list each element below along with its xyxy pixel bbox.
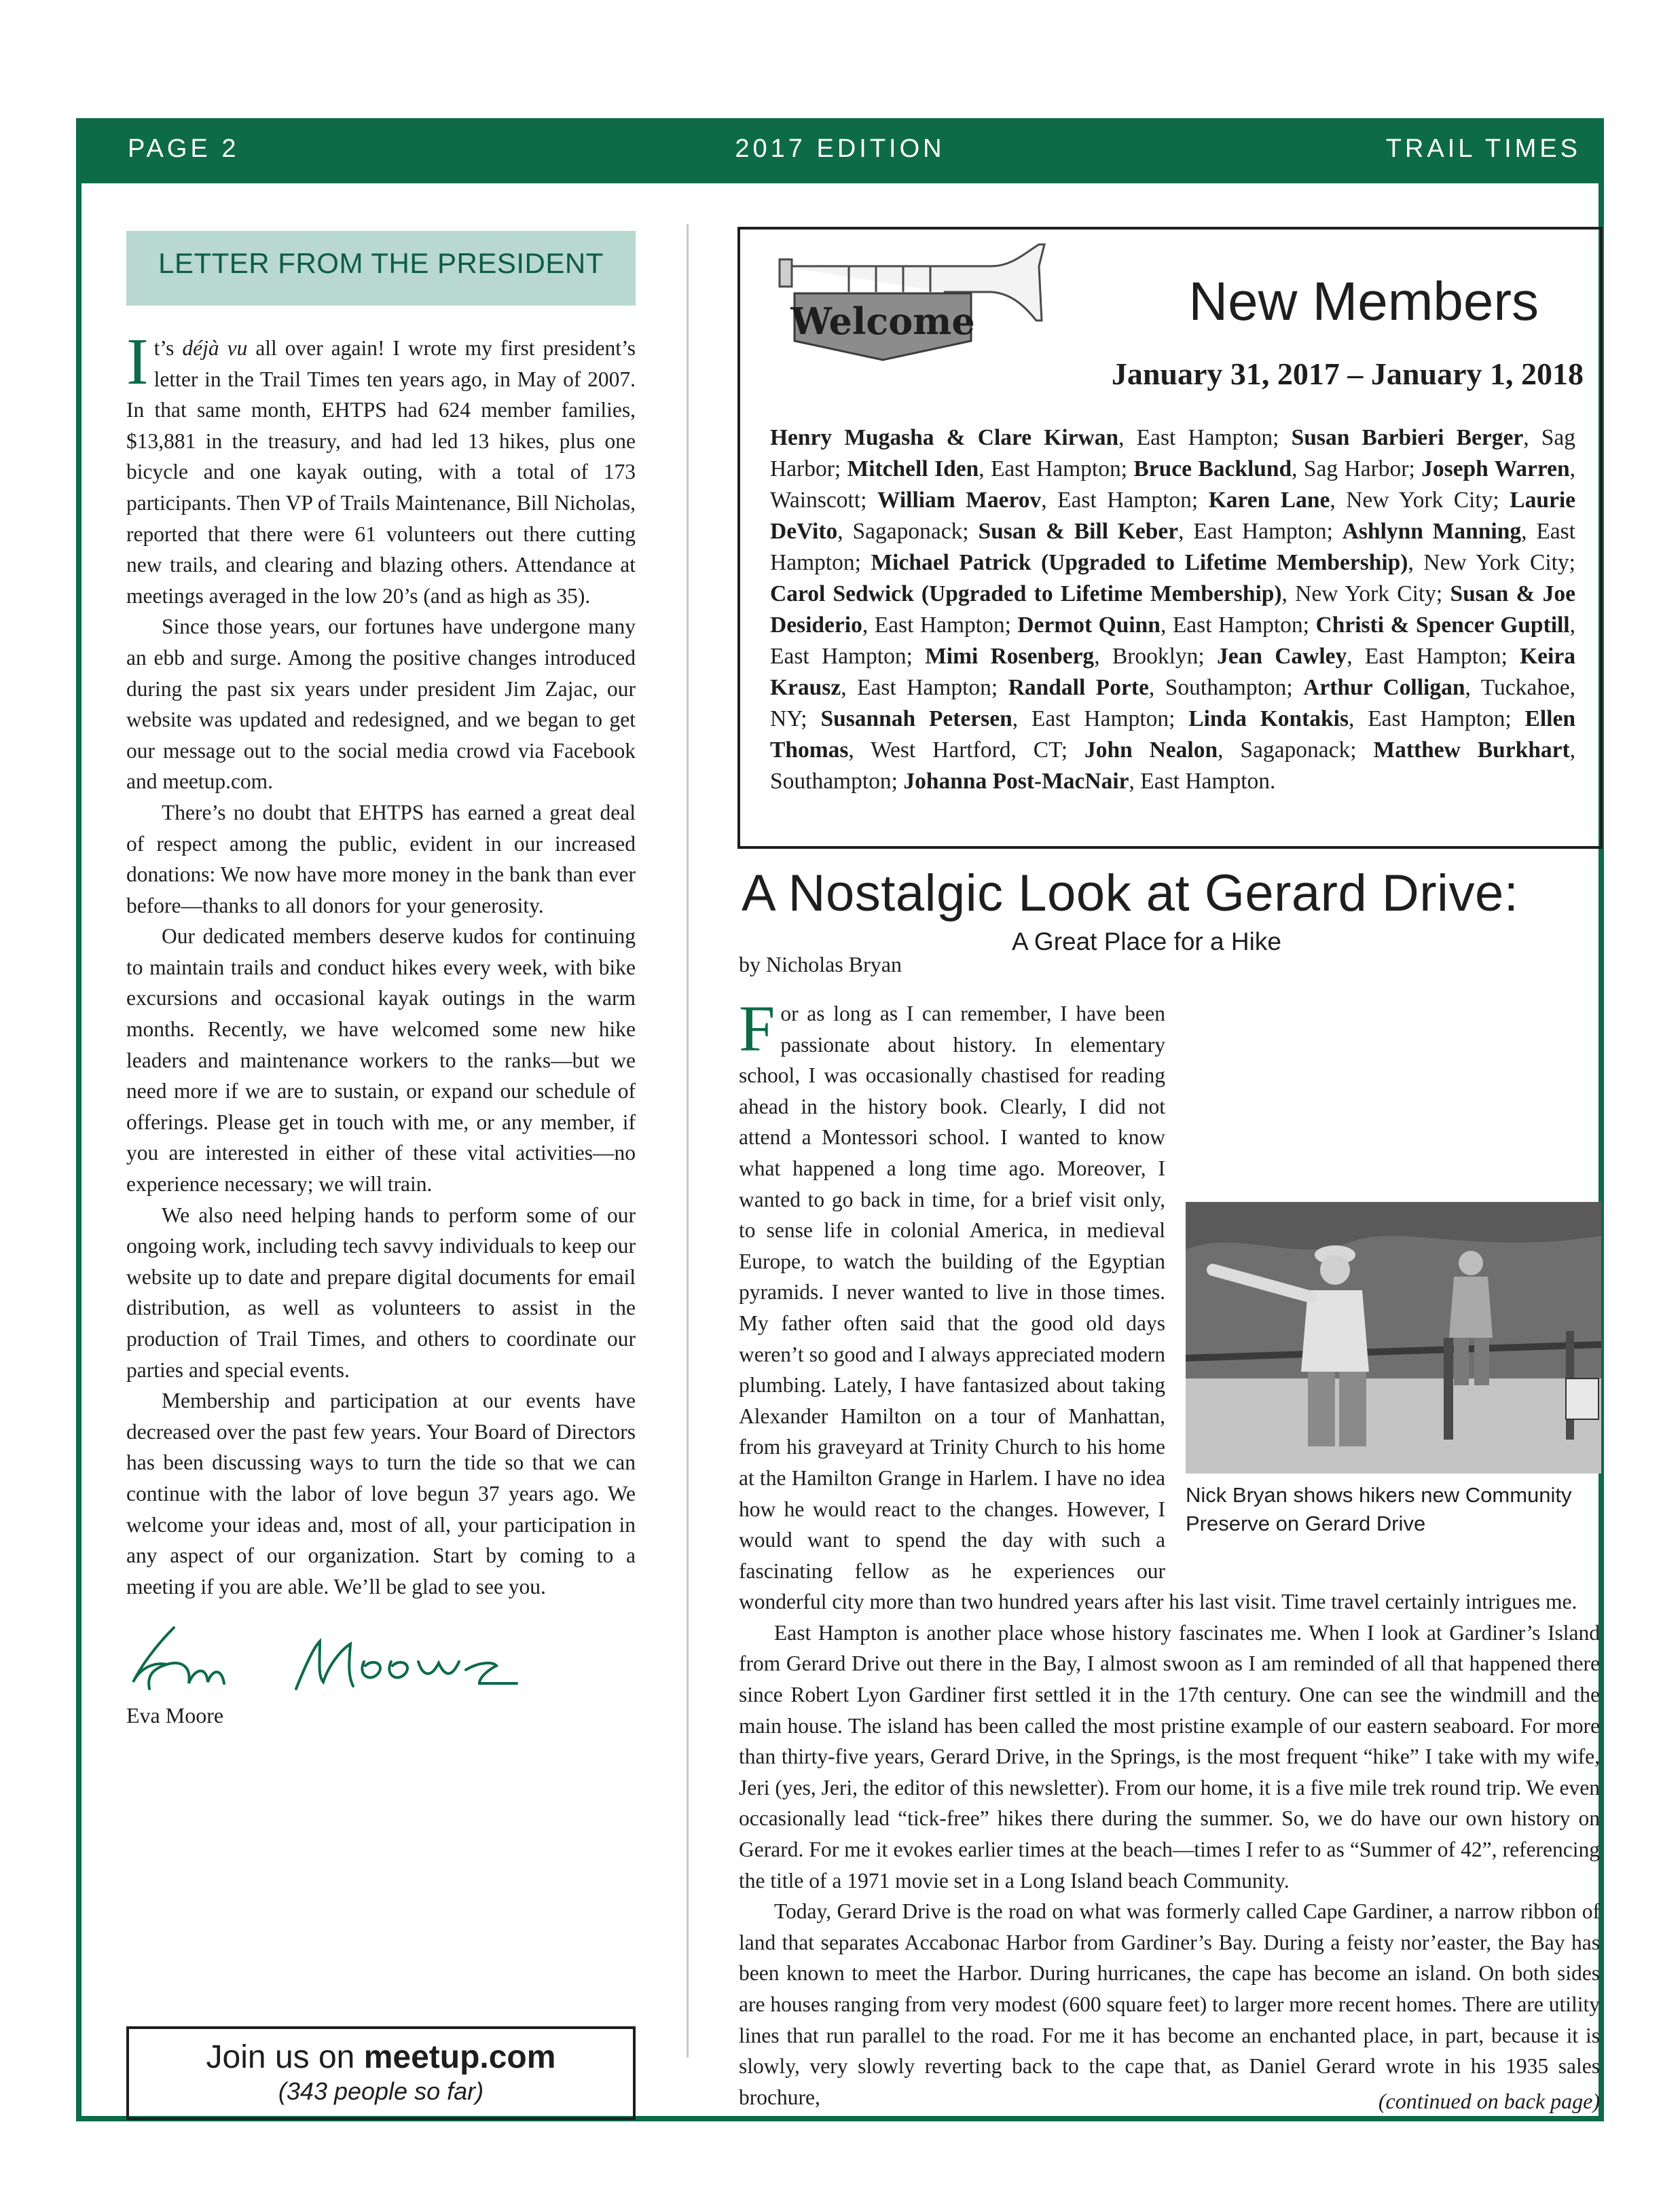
signer-name: Eva Moore	[126, 1703, 224, 1728]
member-location: , Tuckahoe, NY;	[770, 675, 1575, 731]
member-location: , East Hampton;	[1349, 706, 1525, 731]
member-name: Randall Porte	[1008, 675, 1149, 700]
member-name: Michael Patrick (Upgraded to Lifetime Membership)	[871, 550, 1408, 575]
member-location: , East Hampton;	[1178, 519, 1343, 544]
member-name: Johanna Post-MacNair	[903, 769, 1129, 794]
letter-paragraph: We also need helping hands to perform some of our ongoing work, including tech savvy individuals to keep our website up to date and prepare digital documents for email distribution, as well as volunteers to assist in the production of Trail Times, and others to coordinate our parties and special events.	[126, 1203, 636, 1382]
member-name: Carol Sedwick (Upgraded to Lifetime Membership)	[770, 581, 1282, 606]
article-title: A Nostalgic Look at Gerard Drive:	[742, 864, 1519, 922]
member-location: , East Hampton;	[841, 675, 1008, 700]
member-location: , Wainscott;	[770, 456, 1575, 513]
member-location: , Brooklyn;	[1094, 644, 1217, 669]
member-name: Susannah Petersen	[820, 706, 1012, 731]
new-members-title: New Members	[1188, 271, 1539, 331]
article-paragraph: Today, Gerard Drive is the road on what was formerly called Cape Gardiner, a narrow ribbon of land that separates Accabonac Harbor from Gardiner’s Bay. During a feisty nor’easter, the Bay has been known to meet the Harbor. During hurricanes, the cape has become an island. On both sides are houses ranging from very modest (600 square feet) to larger more recent homes. There are utility lines that run parallel to the road. For me it has become an enchanted place, in part, because it is slowly, very slowly reverting back to the cape that, as Daniel Gerard wrote in his 1935 sales brochure,	[739, 1899, 1600, 2109]
article-byline: by Nicholas Bryan	[739, 952, 902, 976]
edition-label: 2017 EDITION	[735, 134, 945, 163]
article-photo-figure	[1186, 1202, 1601, 1538]
meetup-count: (343 people so far)	[278, 2077, 484, 2105]
member-name: Laurie DeVito	[770, 488, 1575, 544]
member-location: , East Hampton;	[979, 456, 1134, 481]
publication-name: TRAIL TIMES	[1385, 134, 1581, 163]
member-name: Dermot Quinn	[1017, 613, 1161, 638]
article-body	[739, 992, 1600, 2113]
member-name: John Nealon	[1084, 737, 1218, 763]
member-name: Ashlynn Manning	[1342, 519, 1522, 544]
member-location: , Southampton;	[770, 737, 1575, 794]
member-name: Jean Cawley	[1216, 644, 1347, 669]
column-divider	[687, 224, 689, 2058]
meetup-line: Join us on meetup.com	[206, 2039, 556, 2075]
member-name: Ellen Thomas	[770, 706, 1575, 763]
page-header-bar	[76, 118, 1604, 183]
member-name: Christi & Spencer Guptill	[1315, 613, 1570, 638]
member-name: Arthur Colligan	[1303, 675, 1465, 700]
article-paragraph: East Hampton is another place whose history fascinates me. When I look at Gardiner’s Island from Gerard Drive out there in the Bay, I almost swoon as I am reminded of all that happened there since Robert Lyon Gardiner first settled it in the 17th century. One can see the windmill and the main house. The island has been called the most pristine example of our eastern seaboard. For more than thirty-five years, Gerard Drive, in the Springs, is the most frequent “hike” I take with my wife, Jeri (yes, Jeri, the editor of this newsletter). From our home, it is a five mile trek round trip. We even occasionally lead “tick-free” hikes there during the summer. So, we do have our own history on Gerard. For me it evokes earlier times at the beach—times I refer to as “Summer of 42”, referencing the title of a 1971 movie set in a Long Island beach Community.	[739, 1620, 1600, 1893]
president-letter-column	[126, 231, 636, 1728]
letter-paragraph: There’s no doubt that EHTPS has earned a great deal of respect among the public, evident in our increased donations: We now have more money in the bank than ever before—thanks to all donors for your generosity.	[126, 800, 636, 917]
member-location: , New York City;	[1281, 581, 1450, 606]
letter-paragraph: Membership and participation at our events have decreased over the past few years. Your Board of Directors has been discussing ways to turn the tide so that we can continue with the labor of love begun 37 years ago. We welcome your ideas and, most of all, your participation in any aspect of our organization. Start by coming to a meeting if you are able. We’ll be glad to see you.	[126, 1389, 636, 1599]
new-members-list	[770, 422, 1575, 797]
member-location: , Sagaponack;	[1218, 737, 1374, 763]
member-location: , East Hampton;	[1118, 425, 1292, 450]
member-name: Susan & Bill Keber	[978, 519, 1179, 544]
letter-paragraph: Our dedicated members deserve kudos for continuing to maintain trails and conduct hikes every week, with bike excursions and occasional kayak outings in the warm months. Recently, we have welcomed some new hike leaders and maintenance workers to the ranks—but we need more if we are to sustain, or expand our schedule of offerings. Please get in touch with me, or any member, if you are interested in either of these vital activities—no experience necessary; we will train.	[126, 924, 636, 1197]
letter-paragraph: It’s déjà vu all over again! I wrote my first president’s letter in the Trail Times ten years ago, in May of 2007. In that same month, EHTPS had 624 member families, $13,881 in the treasury, and had led 13 hikes, plus one bicycle and one kayak outing, with a total of 173 participants. Then VP of Trails Maintenance, Bill Nicholas, reported that there were 61 volunteers out there cutting new trails, and clearing and blazing others. Attendance at meetings averaged in the low 20’s (and as high as 35).	[126, 325, 636, 608]
member-name: Mitchell Iden	[847, 456, 979, 481]
letter-dropcap: I	[126, 325, 149, 399]
member-location: , East Hampton;	[770, 613, 1575, 669]
member-location: , East Hampton;	[1041, 488, 1209, 513]
photo-caption: Nick Bryan shows hikers new Community Preserve on Gerard Drive	[1186, 1483, 1572, 1535]
member-location: , East Hampton;	[1012, 706, 1189, 731]
member-name: Susan Barbieri Berger	[1291, 425, 1524, 450]
member-location: , New York City;	[1330, 488, 1510, 513]
member-name: Susan & Joe Desiderio	[770, 581, 1575, 638]
new-members-box	[737, 227, 1603, 849]
meetup-link[interactable]: meetup.com	[363, 2039, 556, 2075]
article-paragraph: For as long as I can remember, I have been passionate about history. In elementary school, I was occasionally chastised for reading ahead in the history book. Clearly, I did not attend a Montessori school. I wanted to know what happened a long time ago. Moreover, I wanted to go back in time, for a brief visit only, to sense life in colonial America, in medieval Europe, to watch the building of the Egyptian pyramids. I never wanted to live in those times. My father often said that the good old days weren’t so good and I always appreciated modern plumbing. Lately, I have fantasized about taking Alexander Hamilton on a tour of Manhattan, from his graveyard at Trinity Church to his home at the Hamilton Grange in Harlem. I have no idea how he would react to the changes. However, I would want to spend the day with such a fascinating fellow as he experiences our wonderful city more than two hundred years after his last visit. Time travel certainly intrigues me.	[739, 998, 1600, 1618]
member-name: Mimi Rosenberg	[925, 644, 1095, 669]
member-name: Henry Mugasha & Clare Kirwan	[770, 425, 1119, 450]
article-subtitle: A Great Place for a Hike	[1012, 928, 1281, 955]
continued-note: (continued on back page)	[1378, 2089, 1600, 2113]
member-name: William Maerov	[877, 488, 1042, 513]
member-location: , East Hampton;	[1160, 613, 1316, 638]
member-location: , Southampton;	[1148, 675, 1304, 700]
meetup-callout[interactable]	[126, 2026, 636, 2120]
member-name: Bruce Backlund	[1133, 456, 1292, 481]
member-location: , East Hampton;	[862, 613, 1018, 638]
member-location: , Sagaponack;	[837, 519, 979, 544]
member-name: Matthew Burkhart	[1373, 737, 1570, 763]
member-location: , New York City;	[1408, 550, 1575, 575]
article-photo	[1186, 1202, 1601, 1474]
member-location: , West Hartford, CT;	[848, 737, 1084, 763]
article-dropcap: F	[739, 992, 775, 1065]
president-letter-body	[126, 325, 636, 1602]
welcome-banner-text: Welcome	[790, 299, 975, 343]
member-name: Karen Lane	[1208, 488, 1330, 513]
member-name: Keira Krausz	[770, 644, 1575, 700]
member-location: , Sag Harbor;	[1292, 456, 1422, 481]
member-name: Joseph Warren	[1421, 456, 1570, 481]
member-location: , East Hampton;	[1347, 644, 1520, 669]
new-members-date-range: January 31, 2017 – January 1, 2018	[1111, 357, 1584, 391]
member-location: , Sag Harbor;	[770, 425, 1575, 481]
letter-paragraph: Since those years, our fortunes have undergone many an ebb and surge. Among the positive changes introduced during the past six years under president Jim Zajac, our website was updated and redesigned, and we began to get our message out to the social media crowd via Facebook and meetup.com.	[126, 615, 636, 794]
member-location: , East Hampton.	[1129, 769, 1276, 794]
president-letter-heading: LETTER FROM THE PRESIDENT	[126, 231, 636, 306]
signature-graphic	[126, 1621, 534, 1700]
member-location: , East Hampton;	[770, 519, 1575, 575]
page-number: PAGE 2	[128, 134, 240, 163]
welcome-trumpet-banner	[767, 239, 1053, 361]
member-name: Linda Kontakis	[1188, 706, 1349, 731]
